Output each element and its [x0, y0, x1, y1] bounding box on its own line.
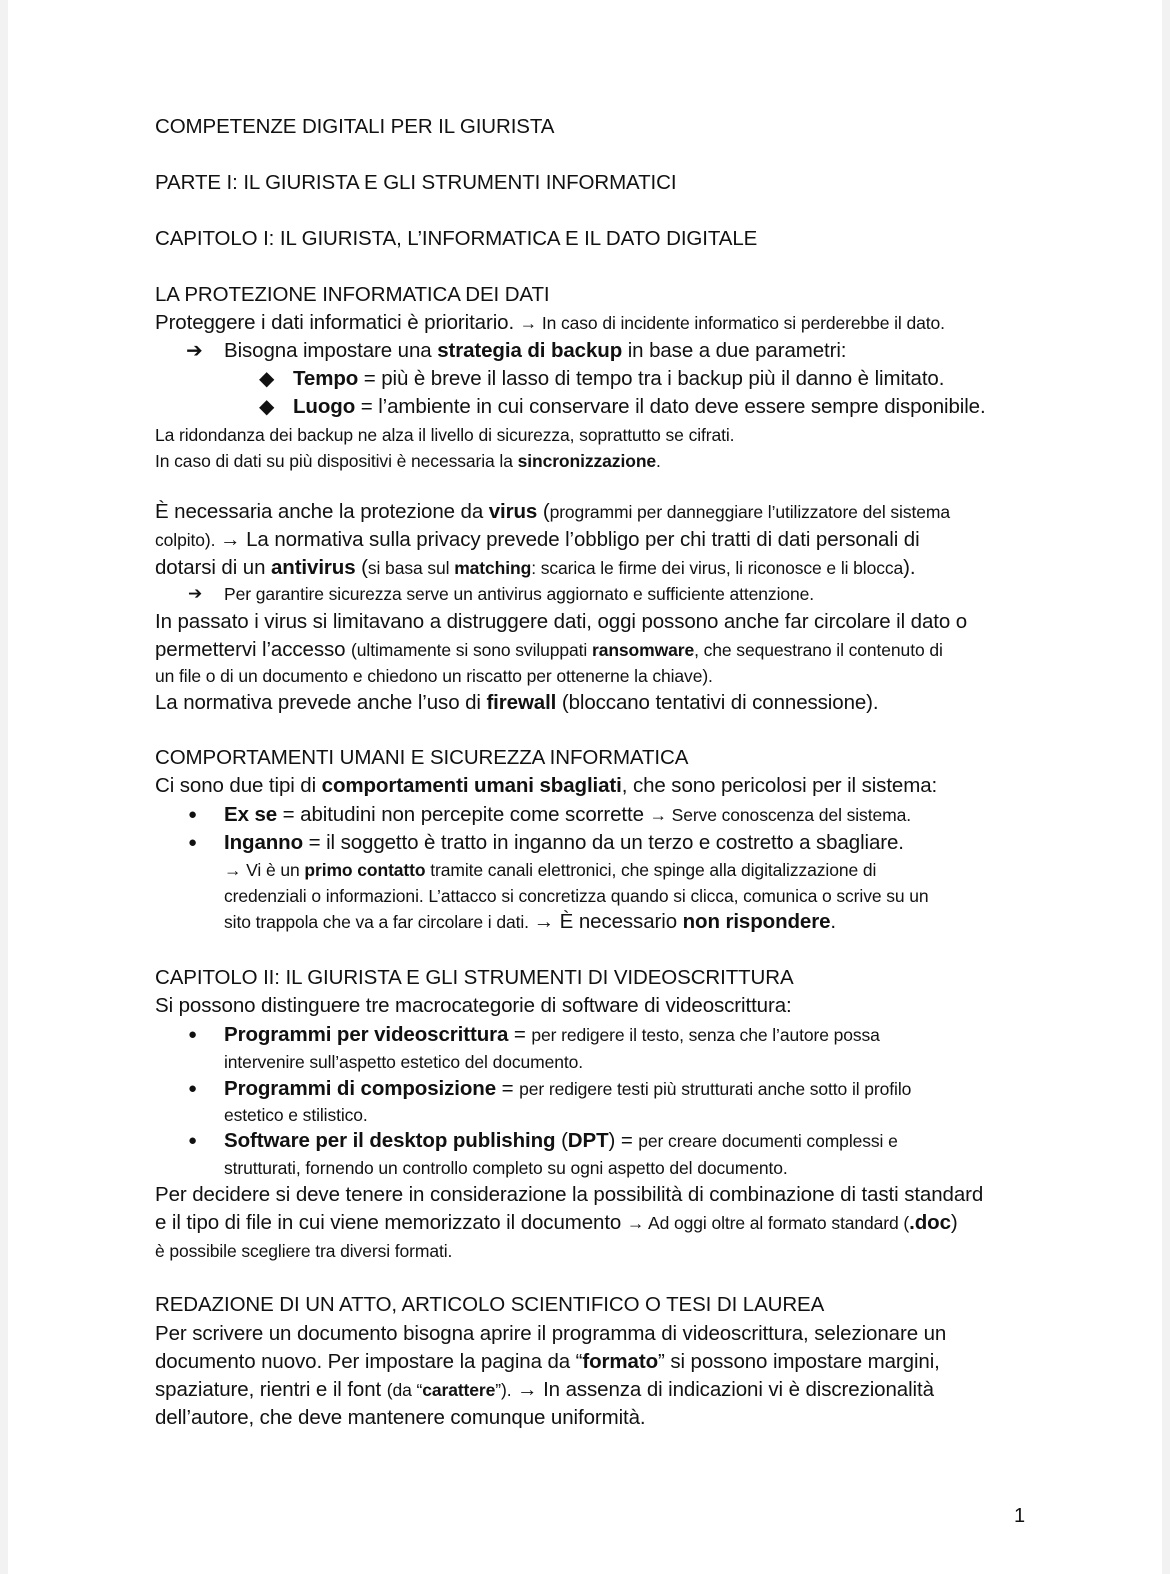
- text: (da “: [386, 1380, 423, 1400]
- text: per redigere il testo, senza che l’autore possa: [531, 1025, 880, 1045]
- paragraph: [155, 691, 879, 715]
- text: sito trappola che va a far circolare i dati.: [224, 912, 534, 932]
- list-item: [224, 339, 846, 363]
- list-item-continuation: credenziali o informazioni. L’attacco si concretizza quando si clicca, comunica o scrive su un: [224, 886, 929, 906]
- paragraph: dell’autore, che deve mantenere comunque uniformità.: [155, 1406, 646, 1429]
- list-item-continuation: [224, 858, 876, 882]
- paragraph: In passato i virus si limitavano a distruggere dati, oggi possono anche far circolare il dato o: [155, 610, 968, 633]
- arrow-bullet-icon: ➔: [188, 584, 203, 603]
- diamond-bullet-icon: ◆: [259, 396, 275, 418]
- text: = il soggetto è tratto in inganno da un terzo e costretto a sbagliare.: [303, 831, 904, 854]
- paragraph: [155, 528, 920, 552]
- chapter-heading: CAPITOLO I: IL GIURISTA, L’INFORMATICA E IL DATO DIGITALE: [155, 227, 758, 250]
- paragraph: [155, 638, 943, 662]
- text: Proteggere i dati informatici è prioritario.: [155, 311, 520, 334]
- list-item-continuation: strutturati, fornendo un controllo completo su ogni aspetto del documento.: [224, 1158, 788, 1178]
- text: si basa sul: [367, 558, 455, 578]
- bold-text: DPT: [567, 1129, 609, 1152]
- text: dotarsi di un: [155, 556, 271, 579]
- bullet-icon: ●: [188, 806, 198, 823]
- text: e il tipo di file in cui viene memorizzato il documento: [155, 1211, 627, 1234]
- text: spaziature, rientri e il font: [155, 1378, 387, 1401]
- text: =: [508, 1023, 532, 1046]
- bold-text: comportamenti umani sbagliati: [321, 774, 622, 797]
- bold-text: Inganno: [224, 831, 304, 854]
- bold-text: primo contatto: [304, 860, 426, 880]
- list-item-continuation: estetico e stilistico.: [224, 1105, 368, 1125]
- list-item: Per garantire sicurezza serve un antivirus aggiornato e sufficiente attenzione.: [224, 584, 815, 604]
- paragraph: Si possono distinguere tre macrocategorie di software di videoscrittura:: [155, 994, 792, 1017]
- arrow-bullet-icon: ➔: [186, 340, 203, 362]
- text: .: [656, 451, 661, 471]
- paragraph: [155, 1211, 958, 1235]
- text: ” si possono impostare margini,: [658, 1350, 940, 1373]
- paragraph: [155, 449, 661, 473]
- text: ): [950, 1211, 958, 1234]
- chapter-heading: CAPITOLO II: IL GIURISTA E GLI STRUMENTI DI VIDEOSCRITTURA: [155, 966, 794, 989]
- text: (: [355, 556, 368, 579]
- paragraph: [155, 774, 937, 798]
- text: , che sequestrano il contenuto di: [694, 640, 943, 660]
- list-item: [224, 1077, 911, 1101]
- text: (: [537, 500, 550, 523]
- text: per redigere testi più strutturati anche sotto il profilo: [519, 1079, 912, 1099]
- text: → Serve conoscenza del sistema.: [649, 805, 911, 825]
- bold-text: sincronizzazione: [517, 451, 657, 471]
- bullet-icon: ●: [188, 1026, 198, 1043]
- text: ”).: [495, 1380, 512, 1400]
- text: documento nuovo. Per impostare la pagina da “: [155, 1350, 583, 1373]
- text: In caso di dati su più dispositivi è necessaria la: [155, 451, 518, 471]
- text: La normativa prevede anche l’uso di: [155, 691, 487, 714]
- list-item: [293, 395, 986, 419]
- section-heading: REDAZIONE DI UN ATTO, ARTICOLO SCIENTIFICO O TESI DI LAUREA: [155, 1293, 825, 1316]
- text: permettervi l’accesso: [155, 638, 352, 661]
- list-item: [293, 367, 944, 391]
- bold-text: ransomware: [591, 640, 695, 660]
- list-item: [224, 1023, 880, 1047]
- text: , che sono pericolosi per il sistema:: [621, 774, 938, 797]
- paragraph: [155, 1350, 940, 1374]
- list-item: [224, 831, 904, 855]
- text: → La normativa sulla privacy prevede l’obbligo per chi tratti di dati personali di: [220, 528, 920, 551]
- bold-text: antivirus: [270, 556, 356, 579]
- text: Bisogna impostare una: [224, 339, 438, 362]
- text: per creare documenti complessi e: [638, 1131, 898, 1151]
- bullet-icon: ●: [188, 1080, 198, 1097]
- paragraph: La ridondanza dei backup ne alza il livello di sicurezza, soprattutto se cifrati.: [155, 425, 735, 445]
- text: = più è breve il lasso di tempo tra i backup più il danno è limitato.: [358, 367, 945, 390]
- text: → Vi è un: [224, 860, 305, 880]
- paragraph: è possibile scegliere tra diversi formati.: [155, 1241, 453, 1261]
- text: → È necessario: [533, 910, 683, 933]
- text: .: [830, 910, 837, 933]
- document-title: COMPETENZE DIGITALI PER IL GIURISTA: [155, 115, 555, 138]
- text: programmi per danneggiare l’utilizzatore del sistema: [549, 502, 950, 522]
- page-number: 1: [1014, 1505, 1026, 1527]
- text: (bloccano tentativi di connessione).: [556, 691, 879, 714]
- text: È necessaria anche la protezione da: [155, 500, 489, 523]
- text: colpito).: [155, 530, 221, 550]
- bold-text: firewall: [486, 691, 557, 714]
- bold-text: Tempo: [293, 367, 359, 390]
- list-item: [224, 1129, 898, 1153]
- text: (ultimamente si sono sviluppati: [351, 640, 592, 660]
- paragraph: [155, 311, 945, 335]
- bold-text: Programmi per videoscrittura: [224, 1023, 509, 1046]
- list-item-continuation: [224, 910, 836, 934]
- paragraph: un file o di un documento e chiedono un riscatto per ottenerne la chiave).: [155, 666, 713, 686]
- paragraph: [155, 500, 950, 524]
- part-heading: PARTE I: IL GIURISTA E GLI STRUMENTI INFORMATICI: [155, 171, 677, 194]
- paragraph: [155, 556, 915, 580]
- text: (: [555, 1129, 568, 1152]
- bold-text: .doc: [909, 1211, 951, 1234]
- bold-text: non rispondere: [682, 910, 831, 933]
- bold-text: strategia di backup: [437, 339, 623, 362]
- text: in base a due parametri:: [622, 339, 847, 362]
- text: ) =: [608, 1129, 639, 1152]
- bold-text: formato: [582, 1350, 659, 1373]
- section-heading: COMPORTAMENTI UMANI E SICUREZZA INFORMATICA: [155, 746, 689, 769]
- paragraph: Per scrivere un documento bisogna aprire il programma di videoscrittura, selezionare un: [155, 1322, 947, 1345]
- bold-text: Software per il desktop publishing: [224, 1129, 556, 1152]
- document-page: [8, 0, 1162, 1574]
- bullet-icon: ●: [188, 834, 198, 851]
- text: → In caso di incidente informatico si perderebbe il dato.: [519, 313, 945, 333]
- text: = l’ambiente in cui conservare il dato deve essere sempre disponibile.: [355, 395, 986, 418]
- text: → In assenza di indicazioni vi è discrezionalità: [511, 1378, 934, 1401]
- bold-text: Ex se: [224, 803, 278, 826]
- list-item: [224, 803, 911, 827]
- text: → Ad oggi oltre al formato standard (: [626, 1213, 910, 1233]
- bullet-icon: ●: [188, 1132, 198, 1149]
- bold-text: matching: [454, 558, 532, 578]
- paragraph: [155, 1378, 934, 1402]
- bold-text: virus: [488, 500, 538, 523]
- text: = abitudini non percepite come scorrette: [277, 803, 650, 826]
- diamond-bullet-icon: ◆: [259, 368, 275, 390]
- bold-text: Luogo: [293, 395, 356, 418]
- text: Ci sono due tipi di: [155, 774, 322, 797]
- bold-text: carattere: [422, 1380, 496, 1400]
- section-heading: LA PROTEZIONE INFORMATICA DEI DATI: [155, 283, 550, 306]
- text: ).: [903, 556, 916, 579]
- list-item-continuation: intervenire sull’aspetto estetico del documento.: [224, 1052, 584, 1072]
- bold-text: Programmi di composizione: [224, 1077, 497, 1100]
- text: : scarica le firme dei virus, li riconosce e li blocca: [531, 558, 904, 578]
- paragraph: Per decidere si deve tenere in considerazione la possibilità di combinazione di tasti standard: [155, 1183, 984, 1206]
- text: tramite canali elettronici, che spinge alla digitalizzazione di: [425, 860, 877, 880]
- text: =: [496, 1077, 520, 1100]
